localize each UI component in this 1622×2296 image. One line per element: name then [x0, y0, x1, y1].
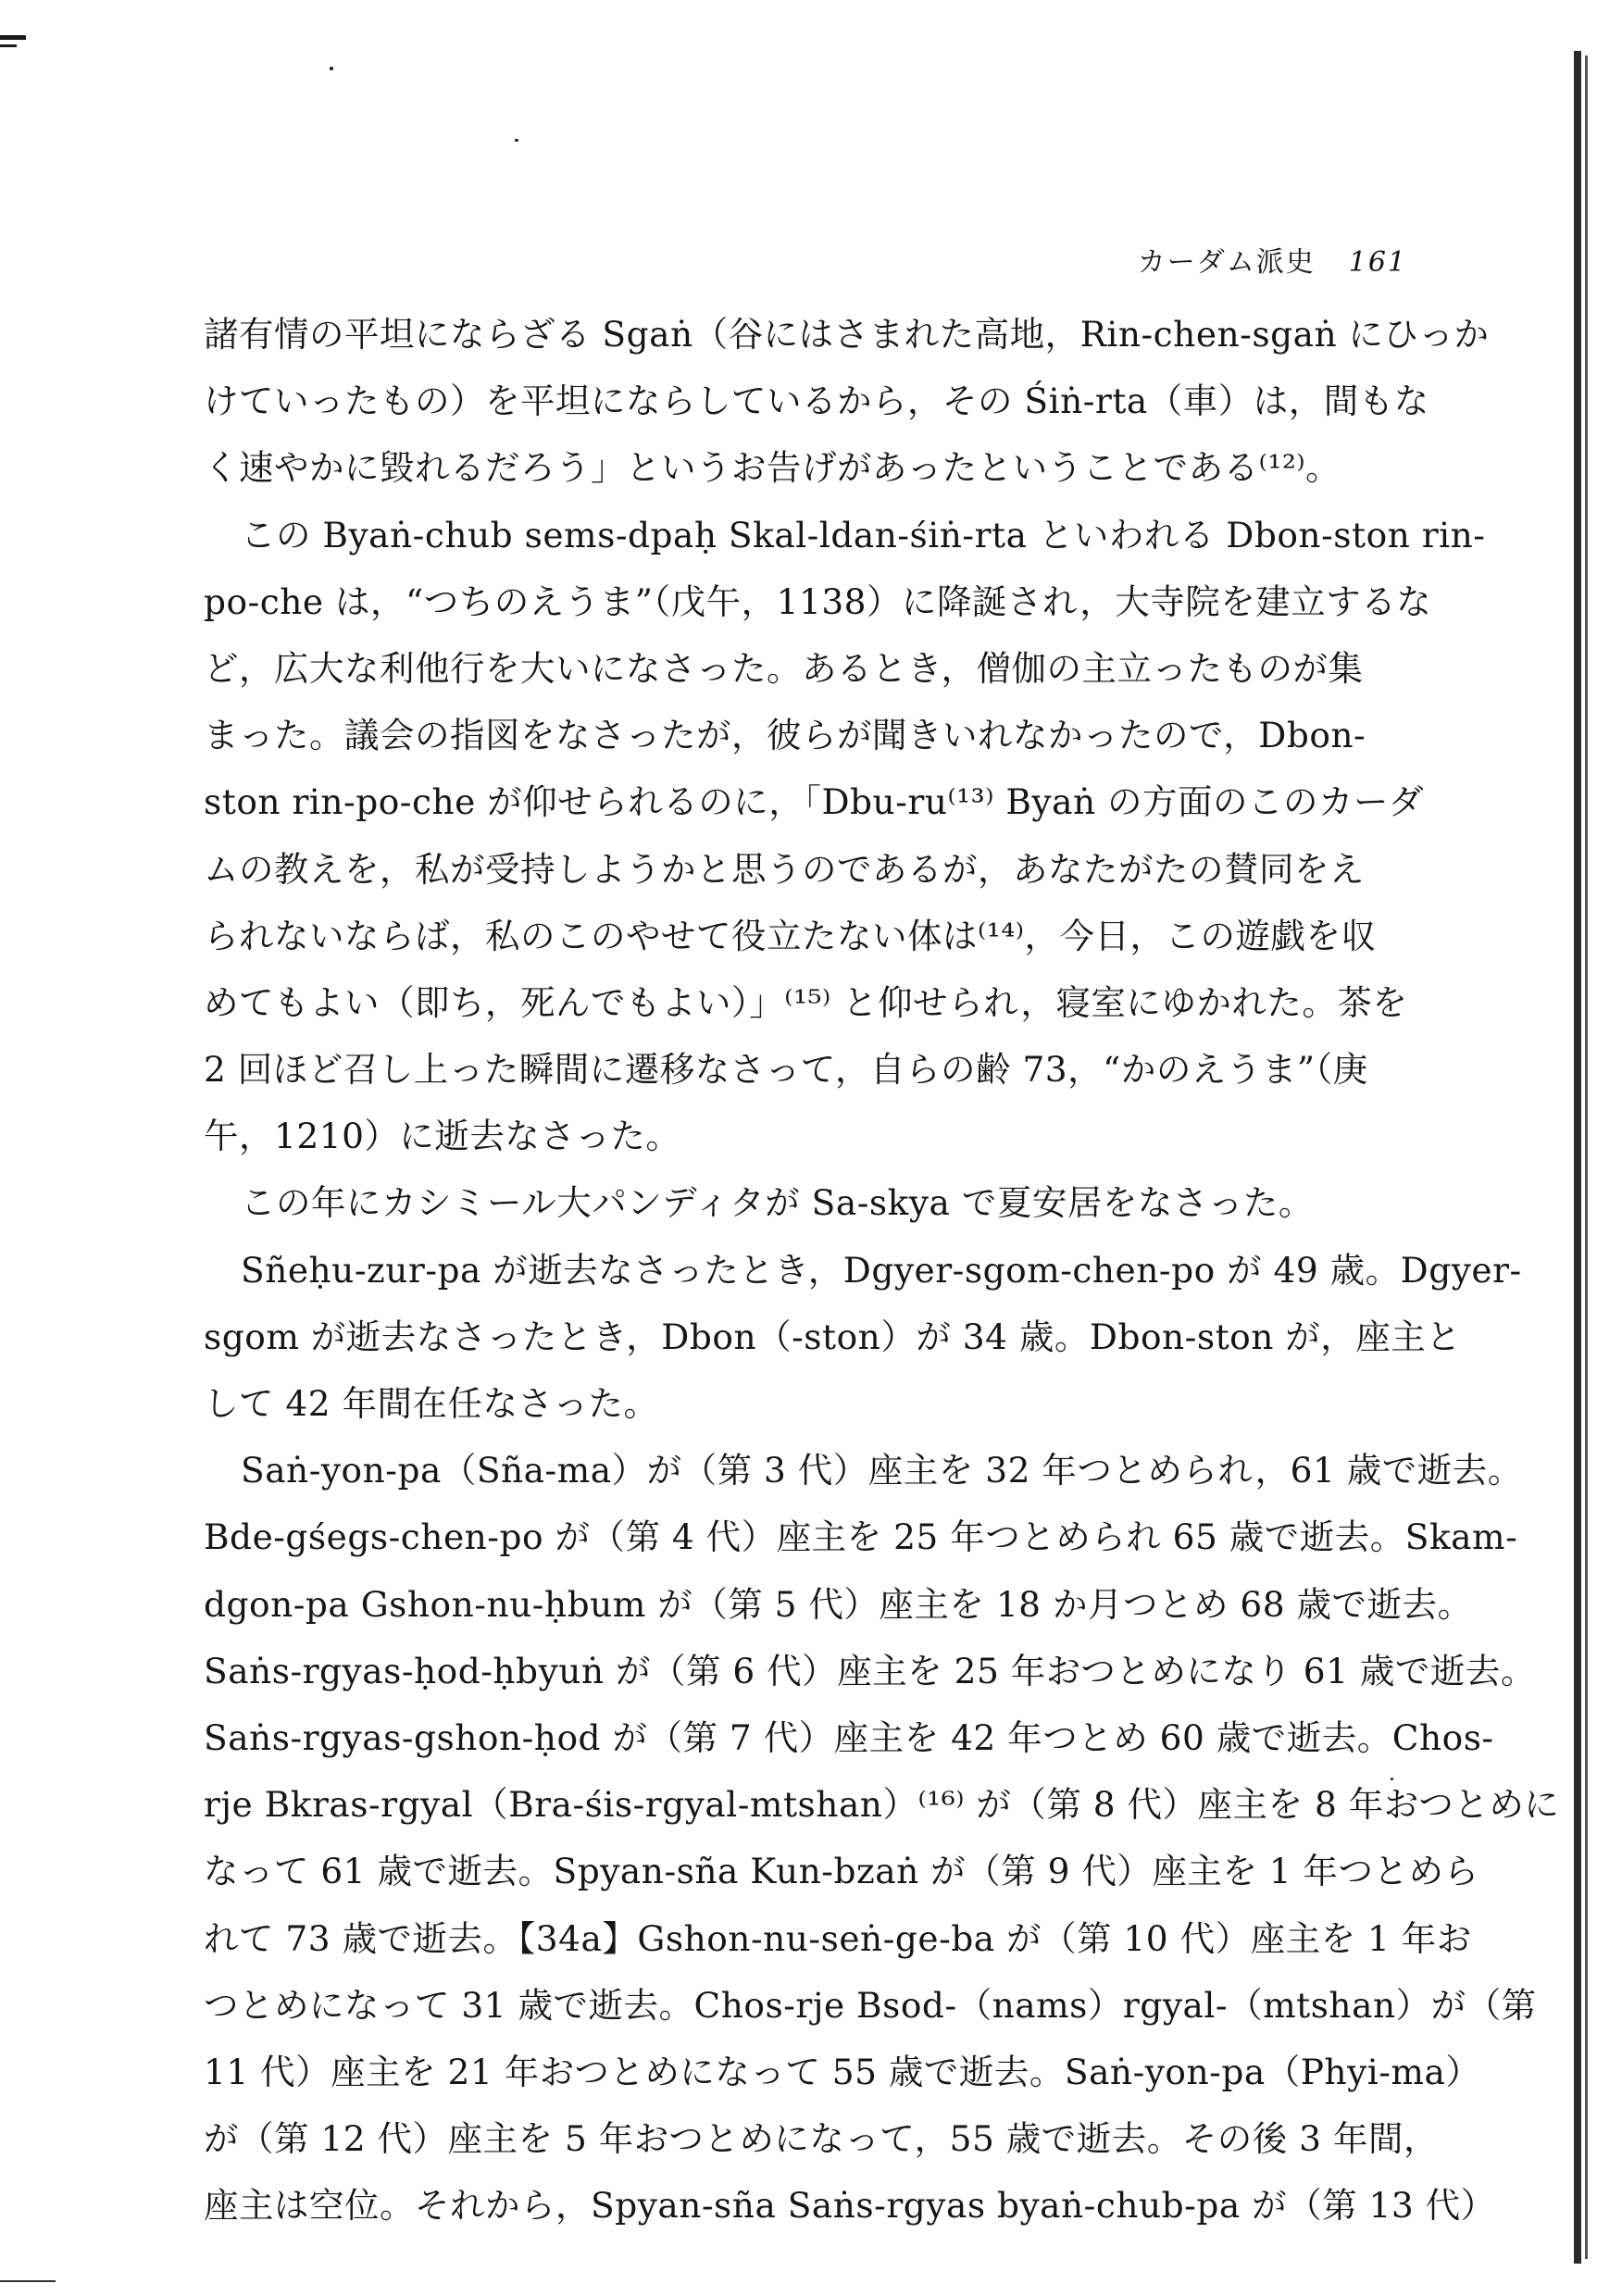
text-line: まった。議会の指図をなさったが，彼らが聞きいれなかったので，Dbon- [204, 715, 1366, 756]
text-line: sgom が逝去なさったとき，Dbon（-ston）が 34 歳。Dbon-ston が，座主と [204, 1316, 1462, 1357]
text-line: れて 73 歳で逝去。【34a】Gshon-nu-seṅ-ge-ba が（第 10 代）座主を 1 年お [204, 1917, 1472, 1959]
paragraph [204, 1437, 1560, 2239]
running-header [1074, 239, 1407, 280]
text-line: 諸有情の平坦にならざる Sgaṅ（谷にはさまれた高地，Rin-chen-sgaṅ にひっか [204, 314, 1490, 355]
text-line: Saṅ-yon-pa（Sña-ma）が（第 3 代）座主を 32 年つとめられ，61 歳で逝去。 [241, 1450, 1523, 1491]
text-line: が（第 12 代）座主を 5 年おつとめになって，55 歳で逝去。その後 3 年間， [204, 2118, 1439, 2160]
text-line: めてもよい（即ち，死んでもよい）」⁽¹⁵⁾ と仰せられ，寝室にゆかれた。茶を [204, 981, 1408, 1023]
text-line: 午，1210）に逝去なさった。 [204, 1116, 681, 1157]
text-line: 2 回ほど召し上った瞬間に遷移なさって，自らの齢 73，“かのえうま”（庚 [204, 1049, 1368, 1091]
page-edge-shadow [1585, 56, 1588, 2259]
running-title: カーダム派史 [1137, 246, 1316, 279]
text-line: けていったもの）を平坦にならしているから，その Śiṅ-rta（車）は，間もな [204, 381, 1429, 422]
text-line: ムの教えを，私が受持しようかと思うのであるが，あなたがたの賛同をえ [204, 848, 1365, 890]
page-edge-shadow [0, 2280, 56, 2282]
text-line: つとめになって 31 歳で逝去。Chos-rje Bsod-（nams）rgyal-（mtshan）が（第 [204, 1984, 1537, 2026]
text-line: Saṅs-rgyas-gshon-ḥod が（第 7 代）座主を 42 年つとめ 60 歳で逝去。Chos- [204, 1716, 1494, 1758]
text-line: この年にカシミール大パンディタが Sa-skya で夏安居をなさった。 [241, 1182, 1314, 1224]
text-line: 11 代）座主を 21 年おつとめになって 55 歳で逝去。Saṅ-yon-pa（Phyi-ma） [204, 2051, 1481, 2092]
page-edge-shadow [1574, 51, 1581, 2264]
text-line: po-che は，“つちのえうま”（戊午，1138）に降誕され，大寺院を建立するな [204, 580, 1432, 622]
page-number: 161 [1348, 246, 1407, 279]
paragraph [204, 301, 1490, 502]
text-line: Saṅs-rgyas-ḥod-ḥbyuṅ が（第 6 代）座主を 25 年おつとめになり 61 歳で逝去。 [204, 1650, 1536, 1691]
text-line: Sñeḥu-zur-pa が逝去なさったとき，Dgyer-sgom-chen-po が 49 歳。Dgyer- [241, 1249, 1522, 1291]
text-line: dgon-pa Gshon-nu-ḥbum が（第 5 代）座主を 18 か月つとめ 68 歳で逝去。 [204, 1583, 1473, 1625]
text-line: ston rin-po-che が仰せられるのに，「Dbu-ru⁽¹³⁾ Byaṅ の方面のこのカーダ [204, 781, 1425, 823]
text-line: この Byaṅ-chub sems-dpaḥ Skal-ldan-śiṅ-rta といわれる Dbon-ston rin- [241, 514, 1486, 555]
body-text [204, 301, 1560, 2239]
text-line: られないならば，私のこのやせて役立たない体は⁽¹⁴⁾，今日，この遊戯を収 [204, 915, 1377, 956]
paragraph [204, 502, 1486, 1170]
scan-speck [330, 67, 333, 70]
text-line: なって 61 歳で逝去。Spyan-sña Kun-bzaṅ が（第 9 代）座主を 1 年つとめら [204, 1851, 1479, 1892]
scan-mark [0, 44, 17, 47]
text-line: ど，広大な利他行を大いになさった。あるとき，僧伽の主立ったものが集 [204, 647, 1364, 689]
text-line: く速やかに毀れるだろう」というお告げがあったということである⁽¹²⁾。 [204, 447, 1341, 489]
text-line: 座主は空位。それから，Spyan-sña Saṅs-rgyas byaṅ-chub-pa が（第 13 代） [204, 2185, 1496, 2227]
text-line: して 42 年間在任なさった。 [204, 1383, 659, 1424]
scan-speck [515, 139, 518, 142]
text-line: rje Bkras-rgyal（Bra-śis-rgyal-mtshan）⁽¹⁶⁾ が（第 8 代）座主を 8 年おつとめに [204, 1784, 1560, 1826]
scan-mark [0, 35, 26, 40]
text-line: Bde-gśegs-chen-po が（第 4 代）座主を 25 年つとめられ 65 歳で逝去。Skam- [204, 1516, 1518, 1558]
paragraph [204, 1237, 1522, 1438]
paragraph [204, 1169, 1412, 1236]
